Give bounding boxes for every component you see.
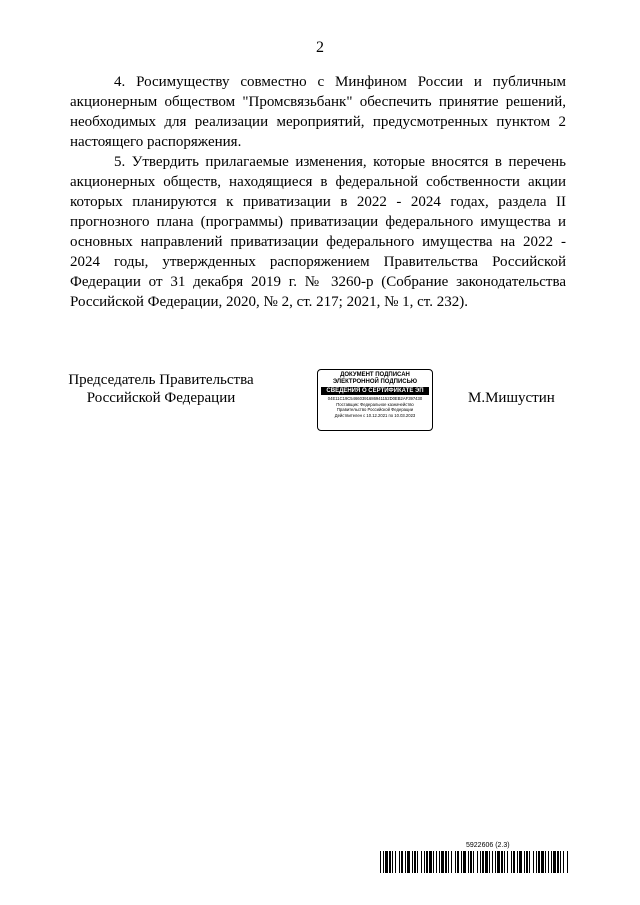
signer-position: [66, 371, 256, 407]
paragraph-4: [70, 72, 566, 152]
barcode-bar: [399, 851, 400, 873]
signer-name: М.Мишустин: [468, 390, 555, 406]
barcode-bar: [436, 851, 437, 873]
barcode-bar: [563, 851, 564, 873]
barcode-bar: [457, 851, 459, 873]
barcode-bar: [417, 851, 418, 873]
barcode-bar: [567, 851, 568, 873]
barcode-bar: [524, 851, 525, 873]
barcode-bar: [395, 851, 396, 873]
barcode-bar: [529, 851, 530, 873]
barcode-bar: [553, 851, 556, 873]
barcode-bar: [480, 851, 481, 873]
barcode-bar: [392, 851, 393, 873]
stamp-banner: СВЕДЕНИЯ О СЕРТИФИКАТЕ ЭП: [321, 387, 429, 395]
barcode-bar: [560, 851, 561, 873]
stamp-issuer-line1: Поставщик: Федеральное казначейство: [336, 401, 414, 407]
paragraph-5: [70, 152, 566, 312]
barcode-bar: [538, 851, 540, 873]
barcode-bar: [401, 851, 403, 873]
barcode-bar: [463, 851, 466, 873]
barcode-bar: [455, 851, 456, 873]
barcode-bar: [445, 851, 447, 873]
barcode-image: [380, 851, 568, 873]
barcode-bar: [536, 851, 537, 873]
barcode-bar: [545, 851, 546, 873]
barcode-bar: [519, 851, 522, 873]
barcode-bar: [507, 851, 508, 873]
barcode-bar: [405, 851, 406, 873]
barcode-bar: [485, 851, 488, 873]
barcode-bar: [441, 851, 444, 873]
barcode-bar: [489, 851, 490, 873]
barcode-bar: [412, 851, 413, 873]
barcode-bar: [380, 851, 381, 873]
barcode-bar: [385, 851, 388, 873]
barcode-bar: [426, 851, 428, 873]
barcode-bar: [492, 851, 493, 873]
barcode-bar: [414, 851, 416, 873]
barcode-bar: [439, 851, 440, 873]
barcode-bar: [511, 851, 512, 873]
barcode-bar: [448, 851, 449, 873]
barcode-bar: [526, 851, 528, 873]
stamp-line1: ДОКУМЕНТ ПОДПИСАН: [340, 372, 410, 378]
barcode-bar: [541, 851, 544, 873]
barcode-bar: [517, 851, 518, 873]
barcode-bar: [504, 851, 505, 873]
signer-position-line2: Российской Федерации: [86, 390, 236, 406]
signer-position-line1: Председатель Правительства: [68, 372, 254, 388]
barcode-bar: [548, 851, 549, 873]
barcode-bar: [470, 851, 472, 873]
barcode-bar: [433, 851, 434, 873]
barcode-bar: [482, 851, 484, 873]
barcode-bar: [501, 851, 503, 873]
barcode-bar: [389, 851, 391, 873]
paragraph-4-text: 4. Росимуществу совместно с Минфином России и публичным акционерным обществом "Промсвязьбанк" обеспечить принятие решений, необходимых для реализации мероприятий, предусмотренных пунктом 2 настоящего распоряжения.: [70, 74, 566, 150]
barcode-bar: [473, 851, 474, 873]
stamp-issuer-line2: Правительство Российской Федерации: [336, 407, 414, 413]
stamp-validity: Действителен с 10.12.2021 по 10.03.2023: [334, 412, 416, 418]
barcode-bar: [557, 851, 559, 873]
barcode-bar: [533, 851, 534, 873]
barcode-bar: [551, 851, 552, 873]
paragraph-5-text: 5. Утвердить прилагаемые изменения, которые вносятся в перечень акционерных обществ, находящиеся в федеральной собственности акции которых планируются к приватизации в 2022 - 2024 годах, раздела II прогнозного плана (программы) приватизации федерального имущества и основных направлений приватизации федерального имущества на 2022 - 2024 годы, утвержденных распоряжением Правительства Российской Федерации от 31 декабря 2019 г. № 3260-р (Собрание законодательства Российской Федерации, 2020, № 2, ст. 217; 2021, № 1, ст. 232).: [70, 154, 566, 310]
page-number: 2: [316, 39, 324, 56]
barcode-bar: [461, 851, 462, 873]
document-code: 5922606 (2.3): [466, 842, 510, 849]
barcode-bar: [451, 851, 452, 873]
stamp-line2: ЭЛЕКТРОННОЙ ПОДПИСЬЮ: [332, 379, 418, 385]
electronic-signature-stamp: [317, 369, 433, 431]
barcode-bar: [497, 851, 500, 873]
barcode-bar: [468, 851, 469, 873]
barcode-bar: [429, 851, 432, 873]
barcode-bar: [495, 851, 496, 873]
barcode-bar: [424, 851, 425, 873]
barcode-bar: [407, 851, 410, 873]
barcode-bar: [421, 851, 422, 873]
stamp-serial: 04E11C19C54660391686941152D0EB2AF397430: [327, 396, 423, 401]
barcode-bar: [477, 851, 478, 873]
barcode-bar: [513, 851, 515, 873]
barcode-bar: [383, 851, 384, 873]
